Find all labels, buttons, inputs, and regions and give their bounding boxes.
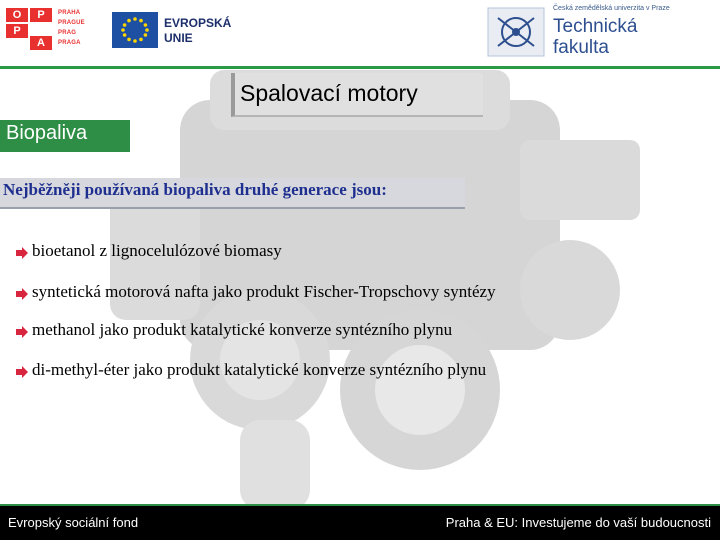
footer-left-text: Evropský sociální fond (8, 515, 139, 530)
faculty-emblem-icon (486, 6, 546, 58)
oppa-letter: O (6, 8, 28, 22)
prague-line: PRAHA (58, 10, 81, 16)
bullet-arrow-icon (16, 247, 28, 259)
footer-right-text: Praha & EU: Investujeme do vaší budoucnosti (445, 515, 711, 530)
eu-text-line: UNIE (164, 31, 193, 45)
eu-text (164, 16, 231, 46)
oppa-logo (6, 8, 52, 52)
bullet-arrow-icon (16, 366, 28, 378)
header-divider (0, 66, 720, 69)
bullet-text: syntetická motorová nafta jako produkt Fischer-Tropschovy syntézy (32, 282, 496, 301)
prague-line: PRAGUE (58, 20, 85, 26)
oppa-letter: P (6, 24, 28, 38)
intro-text: Nejběžněji používaná biopaliva druhé generace jsou: (3, 180, 387, 199)
eu-flag-icon (112, 12, 158, 48)
faculty-name-line: fakulta (553, 37, 609, 58)
bullet-text: methanol jako produkt katalytické konverze syntézního plynu (32, 320, 453, 339)
eu-text-line: EVROPSKÁ (164, 16, 232, 30)
section-label: Biopaliva (6, 122, 88, 144)
bullet-arrow-icon (16, 326, 28, 338)
footer-divider (0, 504, 720, 506)
prague-line: PRAGA (58, 40, 81, 46)
bullet-text: bioetanol z lignocelulózové biomasy (32, 241, 282, 260)
university-name: Česká zemědělská univerzita v Praze (553, 5, 670, 12)
oppa-letter: A (30, 36, 52, 50)
faculty-name (553, 16, 638, 58)
slide-title: Spalovací motory (240, 80, 418, 106)
oppa-letter: P (30, 8, 52, 22)
prague-line: PRAG (58, 30, 77, 36)
faculty-name-line: Technická (553, 16, 638, 37)
prague-wordmark (58, 10, 98, 52)
bullet-text: di-methyl-éter jako produkt katalytické konverze syntézního plynu (32, 360, 487, 379)
bullet-arrow-icon (16, 288, 28, 300)
